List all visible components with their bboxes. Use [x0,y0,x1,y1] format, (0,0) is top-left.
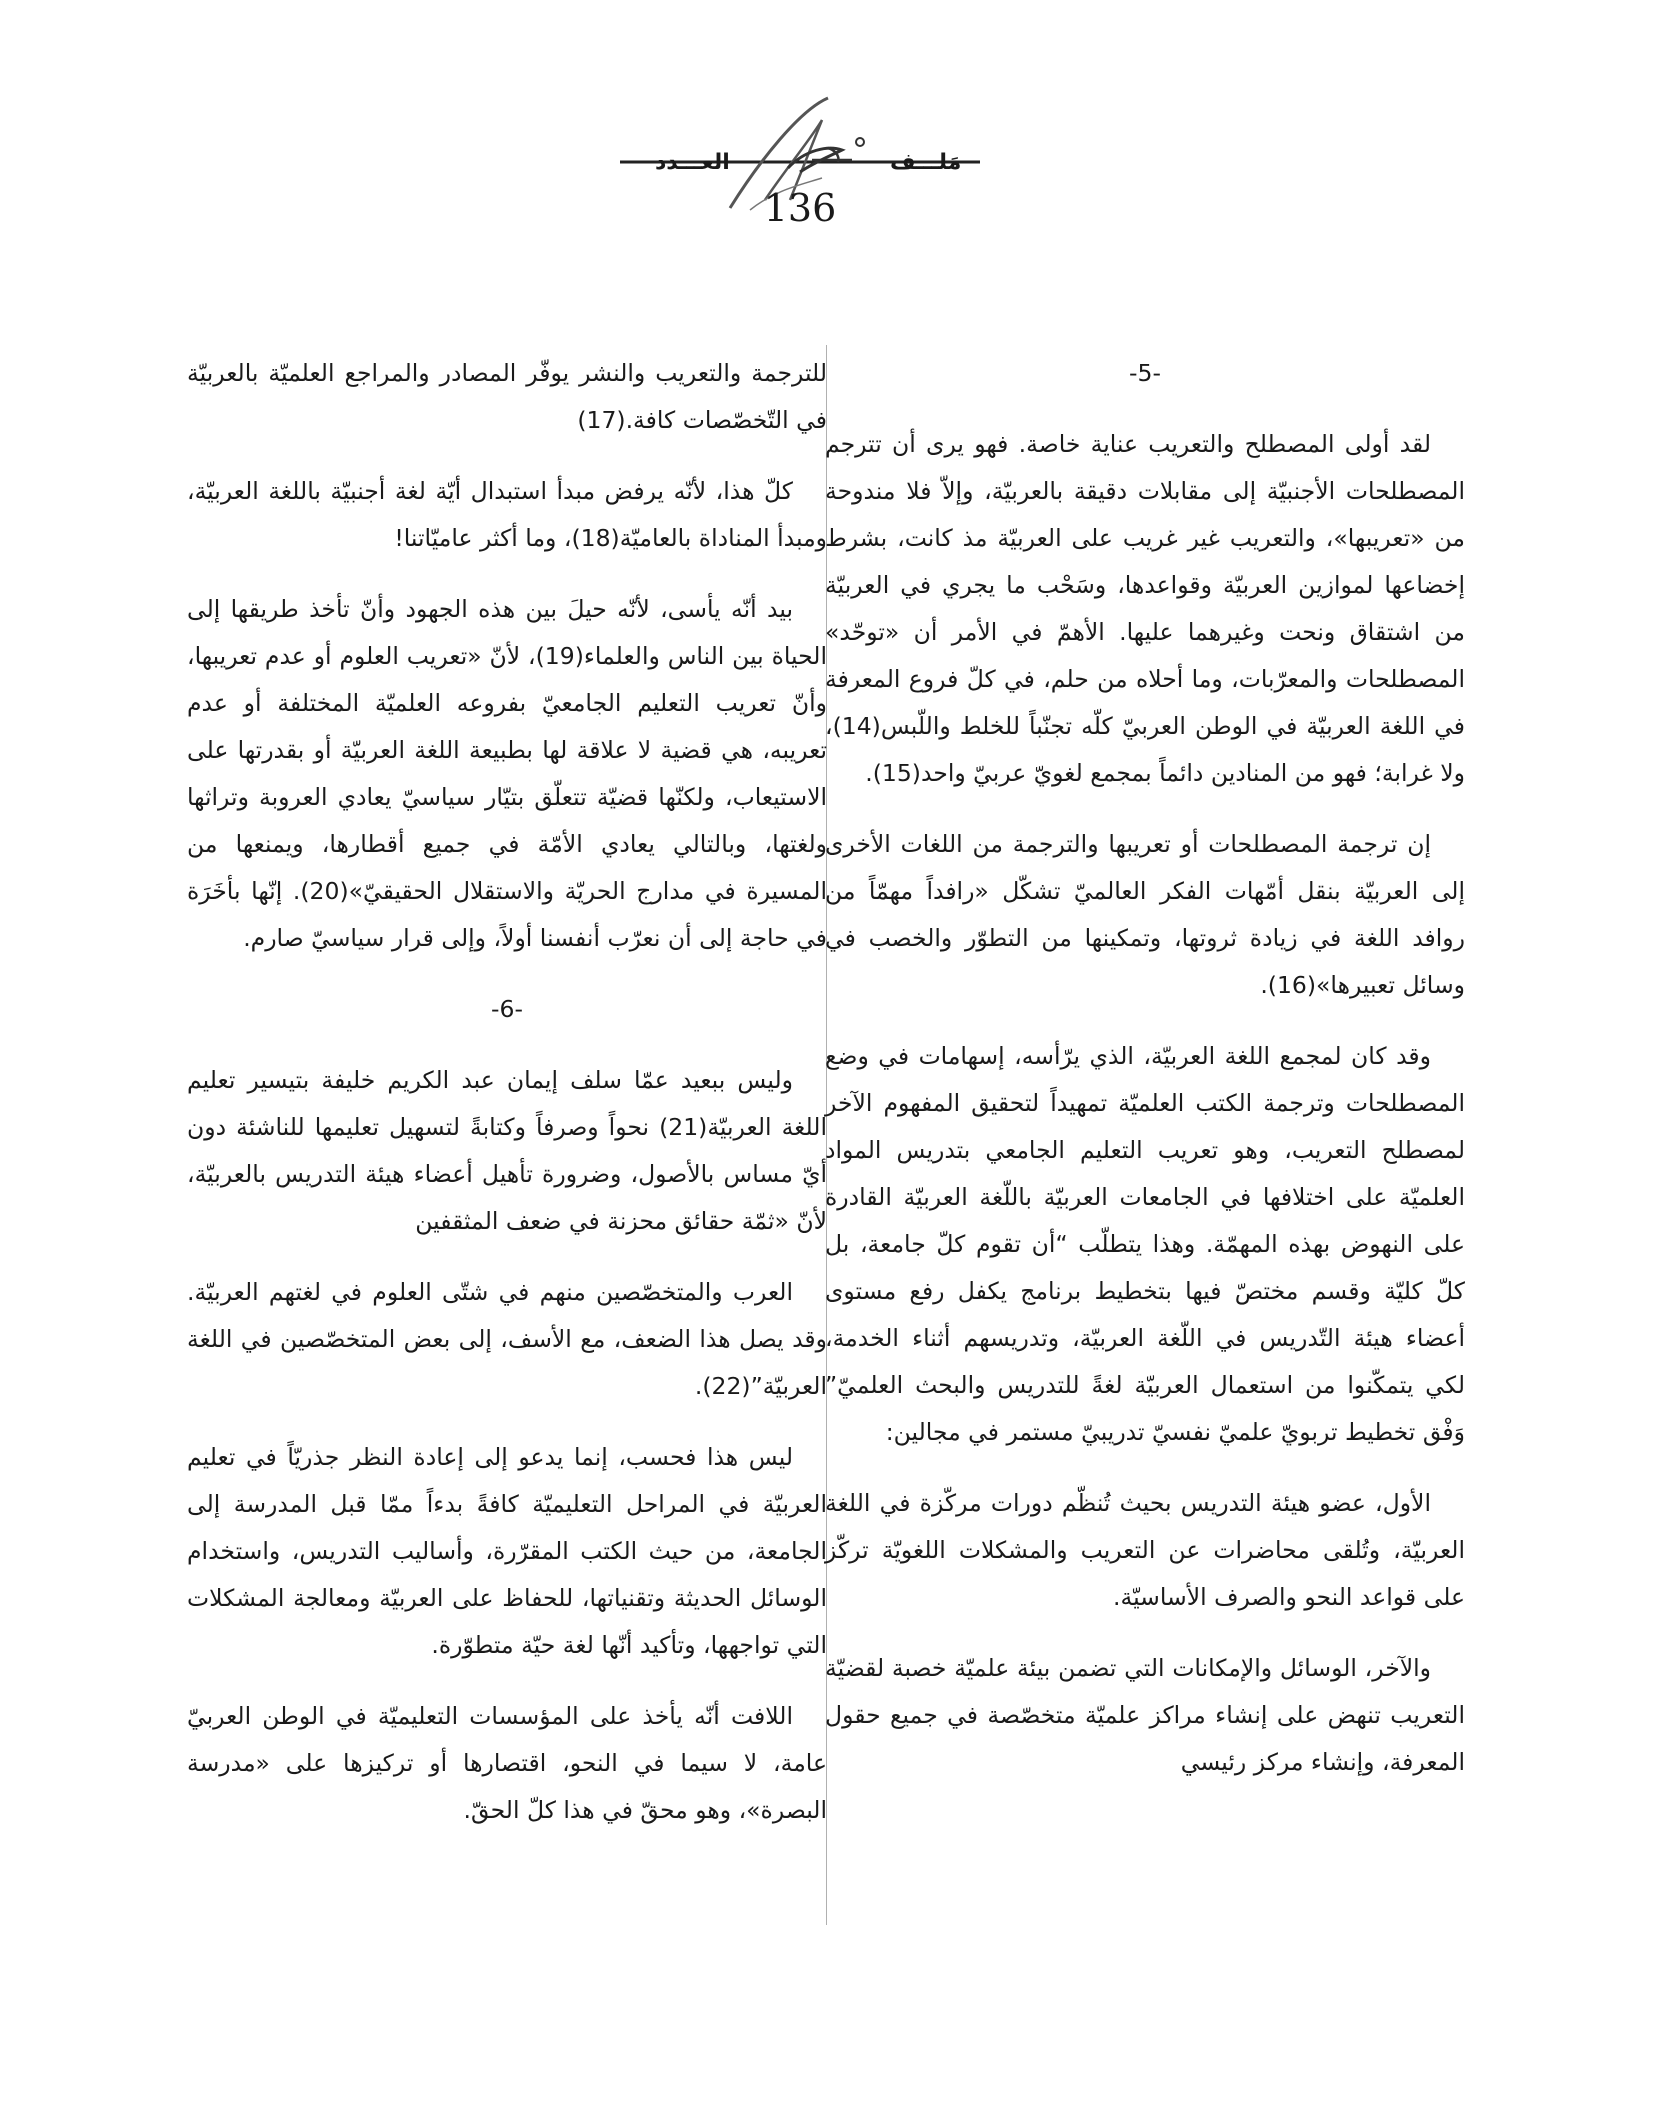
paragraph: كلّ هذا، لأنّه يرفض مبدأ استبدال أيّة لغة أجنبيّة باللغة العربيّة، ومبدأ المناداة بالعاميّة(18)، وما أكثر عاميّاتنا! [187,477,827,552]
left-column [187,350,827,1858]
right-column [825,350,1465,1810]
paragraph: والآخر، الوسائل والإمكانات التي تضمن بيئة علميّة خصبة لقضيّة التعريب تنهض على إنشاء مراكز علميّة متخصّصة في جميع حقول المعرفة، وإنشاء مركز رئيسي [825,1654,1465,1776]
paragraph-continued: للترجمة والتعريب والنشر يوفّر المصادر والمراجع العلميّة بالعربيّة في التّخصّصات كافة.(17) [187,359,827,434]
page-header [560,90,1040,240]
paragraph: وليس ببعيد عمّا سلف إيمان عبد الكريم خليفة بتيسير تعليم اللغة العربيّة(21) نحواً وصرفاً وكتابةً لتسهيل تعليمها للناشئة دون أيّ مساس بالأصول، وضرورة تأهيل أعضاء هيئة التدريس بالعربيّة، لأنّ «ثمّة حقائق محزنة في ضعف المثقفين [187,1066,827,1235]
paragraph: لقد أولى المصطلح والتعريب عناية خاصة. فهو يرى أن تترجم المصطلحات الأجنبيّة إلى مقابلات دقيقة بالعربيّة، وإلاّ فلا مندوحة من «تعريبها»، والتعريب غير غريب على العربيّة مذ كانت، بشرط إخضاعها لموازين العربيّة وقواعدها، وسَحْب ما يجري في العربيّة من اشتقاق ونحت وغيرهما عليها. الأهمّ في الأمر أن «توحّد» المصطلحات والمعرّبات، وما أحلاه من حلم، في كلّ فروع المعرفة في اللغة العربيّة في الوطن العربيّ كلّه تجنّباً للخلط واللّبس(14)، ولا غرابة؛ فهو من المنادين دائماً بمجمع لغويّ عربيّ واحد(15). [825,430,1465,787]
paragraph: بيد أنّه يأسى، لأنّه حيلَ بين هذه الجهود وأنّ تأخذ طريقها إلى الحياة بين الناس والعلماء(19)، لأنّ «تعريب العلوم أو عدم تعريبها، وأنّ تعريب التعليم الجامعيّ بفروعه العلميّة المختلفة أو عدم تعريبه، هي قضية لا علاقة لها بطبيعة اللغة العربيّة أو بقدرتها على الاستيعاب، ولكنّها قضيّة تتعلّق بتيّار سياسيّ يعادي العروبة وتراثها ولغتها، وبالتالي يعادي الأمّة في جميع أقطارها، ويمنعها من المسيرة في مدارج الحريّة والاستقلال الحقيقيّ»(20). إنّها بأخَرَة في حاجة إلى أن نعرّب أنفسنا أولاً، وإلى قرار سياسيّ صارم. [187,595,827,952]
paragraph: وقد كان لمجمع اللغة العربيّة، الذي يرّأسه، إسهامات في وضع المصطلحات وترجمة الكتب العلميّة تمهيداً لتحقيق المفهوم الآخر لمصطلح التعريب، وهو تعريب التعليم الجامعي بتدريس المواد العلميّة على اختلافها في الجامعات العربيّة باللّغة العربيّة القادرة على النهوض بهذه المهمّة. وهذا يتطلّب “أن تقوم كلّ جامعة، بل كلّ كليّة وقسم مختصّ فيها بتخطيط برنامج يكفل رفع مستوى أعضاء هيئة التّدريس في اللّغة العربيّة، وتدريسهم أثناء الخدمة، لكي يتمكّنوا من استعمال العربيّة لغةً للتدريس والبحث العلميّ” وَفْق تخطيط تربويّ علميّ نفسيّ تدريبيّ مستمر في مجالين: [825,1042,1465,1446]
page-number: 136 [763,186,837,230]
section-heading-5: -5- [1129,359,1161,387]
paragraph: الأول، عضو هيئة التدريس بحيث تُنظّم دورات مركّزة في اللغة العربيّة، وتُلقى محاضرات عن التعريب والمشكلات اللغويّة تركّز على قواعد النحو والصرف الأساسيّة. [825,1489,1465,1611]
section-heading-6: -6- [491,995,523,1023]
paragraph: العرب والمتخصّصين منهم في شتّى العلوم في لغتهم العربيّة. وقد يصل هذا الضعف، مع الأسف، إلى بعض المتخصّصين في اللغة العربيّة”(22). [187,1278,827,1400]
header-file-label: مَلـــف [890,150,962,175]
paragraph: اللافت أنّه يأخذ على المؤسسات التعليميّة في الوطن العربيّ عامة، لا سيما في النحو، اقتصارها أو تركيزها على «مدرسة البصرة»، وهو محقّ في هذا كلّ الحقّ. [187,1702,827,1824]
paragraph: إن ترجمة المصطلحات أو تعريبها والترجمة من اللغات الأخرى إلى العربيّة بنقل أمّهات الفكر العالميّ تشكّل «رافداً مهمّاً من روافد اللغة في زيادة ثروتها، وتمكينها من التطوّر والخصب في وسائل تعبيرها»(16). [825,830,1465,999]
header-issue-label: العـــدد [655,150,730,175]
paragraph: ليس هذا فحسب، إنما يدعو إلى إعادة النظر جذريّاً في تعليم العربيّة في المراحل التعليميّة كافةً بدءاً ممّا قبل المدرسة إلى الجامعة، من حيث الكتب المقرّرة، وأساليب التدريس، واستخدام الوسائل الحديثة وتقنياتها، للحفاظ على العربيّة ومعالجة المشكلات التي تواجهها، وتأكيد أنّها لغة حيّة متطوّرة. [187,1443,827,1659]
